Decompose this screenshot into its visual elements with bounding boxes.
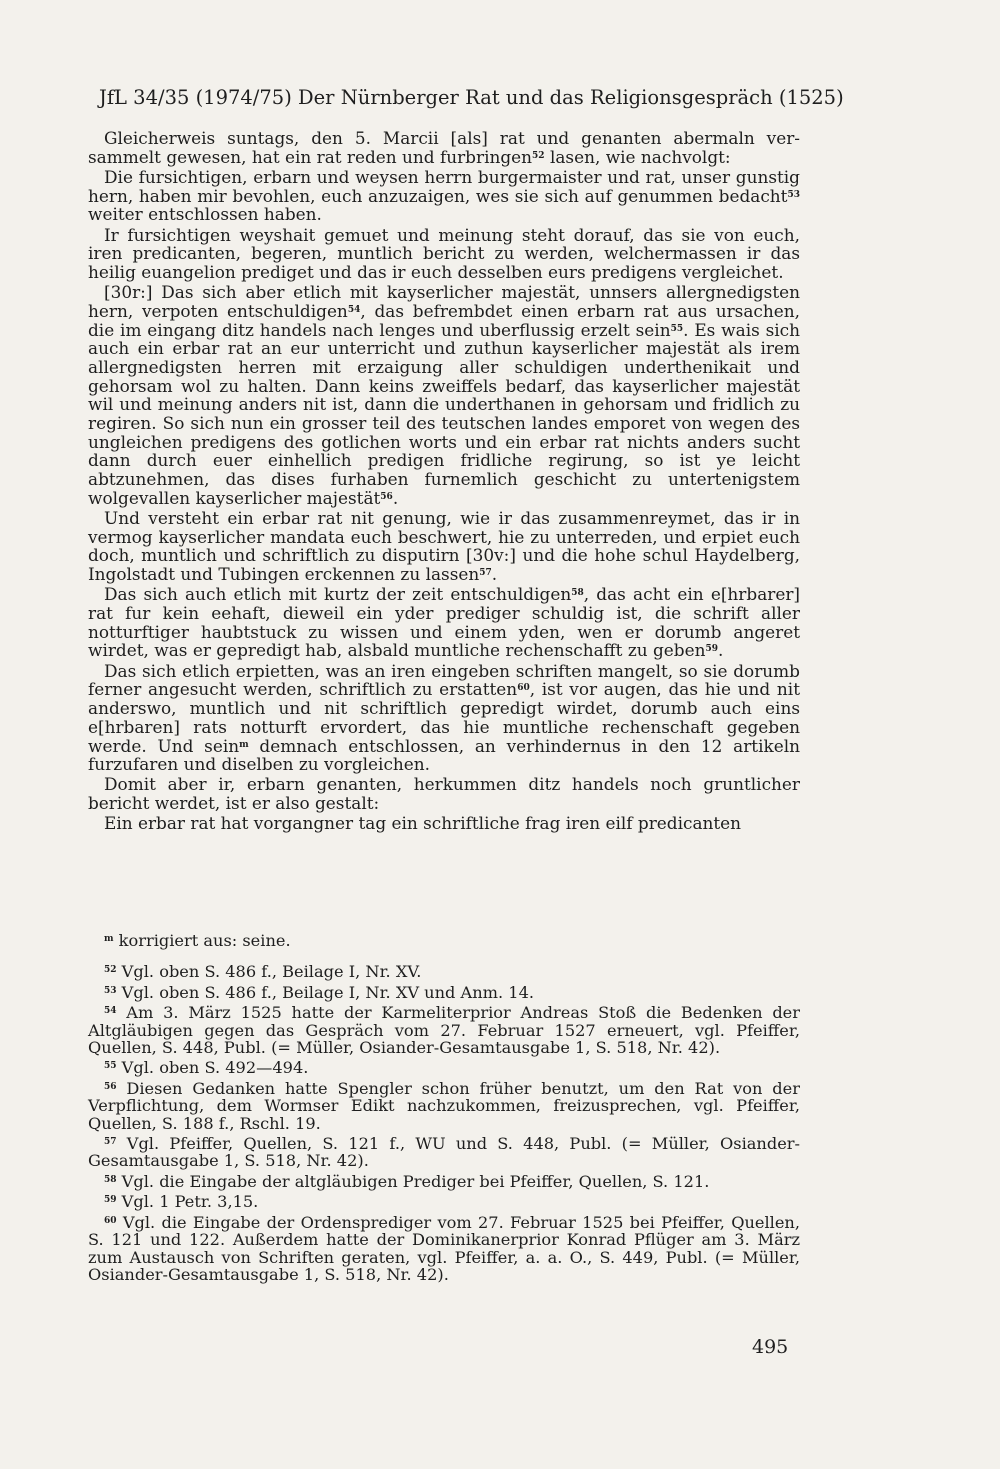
text-run: Ir fursichtigen weyshait gemuet und meinung steht dorauf, das sie von euch, iren predicanten, begeren, muntlich bericht zu werden, welchermassen ir das heilig euangelion prediget und das ir euch desselben eurs predigens vergleichet. bbox=[88, 224, 800, 282]
page-number: 495 bbox=[752, 1336, 789, 1358]
body-paragraph bbox=[88, 775, 800, 812]
footnote-marker: 55 bbox=[670, 323, 684, 334]
body-paragraph bbox=[88, 509, 800, 584]
footnote bbox=[88, 1173, 800, 1190]
footnote-marker: 59 bbox=[705, 644, 719, 655]
footnote-number: 53 bbox=[104, 985, 117, 996]
footnote-text: Vgl. 1 Petr. 3,15. bbox=[116, 1192, 259, 1212]
text-run: . Es wais sich auch ein erbar rat an eur unterricht und zuthun kayserlicher majestät als irem allergnedigsten herren mit erzaigung aller schuldigen underthenikait und gehorsam wol zu halten. Dann keins zweiffels bedarf, das kayserlicher majestät wil und meinung anders nit ist, dann die underthanen in gehorsam und fridlich zu regiren. So sich nun ein grosser teil des teutschen landes emporet von wegen des ungleichen predigens des gotlichen worts und ein erbar rat nichts anders sucht dann durch euer einhellich predigen fridliche regirung, so ist ye leicht abtzunehmen, das dises furhaben furnemlich geschicht zu untertenigstem wolgevallen kayserlicher majestät bbox=[88, 319, 801, 508]
footnote bbox=[88, 1004, 800, 1056]
body-paragraph bbox=[88, 226, 800, 282]
footnote-number: 52 bbox=[104, 965, 117, 976]
text-run: , ist vor augen, das hie und nit anderswo, muntlich und nit schriftlich gepredigt wirdet, dorumb auch eins e[hrbaren] rats notturft ervordert, das hie muntliche rechenschaft gegeben werde. Und sein bbox=[88, 679, 800, 756]
footnote-number: 60 bbox=[104, 1215, 117, 1226]
text-run: weiter entschlossen haben. bbox=[88, 204, 322, 225]
footnote-text: Am 3. März 1525 hatte der Karmeliterprior Andreas Stoß die Bedenken der Altgläubigen gegen das Gespräch vom 27. Februar 1527 erneuert, vgl. Pfeiffer, Quellen, S. 448, Publ. (= Müller, Osiander-Gesamtausgabe 1, S. 518, Nr. 42). bbox=[88, 1003, 800, 1058]
text-run: Das sich etlich erpietten, was an iren eingeben schriften mangelt, so sie dorumb ferner angesucht werden, schriftlich zu erstatten bbox=[88, 660, 800, 700]
running-head: JfL 34/35 (1974/75) Der Nürnberger Rat und das Religionsgespräch (1525) bbox=[99, 86, 844, 109]
footnote bbox=[88, 1080, 800, 1132]
body-paragraph bbox=[88, 168, 800, 224]
footnotes bbox=[88, 932, 800, 1286]
text-run: [30r:] Das sich aber etlich mit kayserlicher majestät, unnsers allergnedigsten hern, verpoten entschuldigen bbox=[88, 282, 800, 321]
body-paragraph bbox=[88, 662, 800, 774]
text-run: Die fursichtigen, erbarn und weysen herrn burgermaister und rat, unser gunstig hern, haben mir bevohlen, euch anzuzaigen, wes sie sich auf genummen bedacht bbox=[88, 166, 800, 206]
footnote bbox=[88, 984, 800, 1001]
text-run: Domit aber ir, erbarn genanten, herkummen ditz handels noch gruntlicher bericht werdet, ist er also gestalt: bbox=[88, 774, 800, 814]
footnote-text: Vgl. oben S. 486 f., Beilage I, Nr. XV und Anm. 14. bbox=[116, 982, 535, 1002]
text-run: . bbox=[491, 564, 498, 585]
text-run: Gleicherweis suntags, den 5. Marcii [als] rat und genanten abermaln versammelt gewesen, hat ein rat reden und furbringen bbox=[88, 128, 800, 167]
footnote bbox=[88, 1135, 800, 1170]
body-paragraph bbox=[88, 585, 800, 660]
footnote-marker: 52 bbox=[532, 150, 545, 161]
text-run: , das befrembdet einen erbarn rat aus ursachen, die im eingang ditz handels nach lenges und uberflussig erzelt sein bbox=[88, 300, 800, 340]
footnote bbox=[88, 1059, 800, 1076]
footnote-marker: 54 bbox=[347, 304, 361, 315]
text-run: , das acht ein e[hrbarer] rat fur kein eehaft, dieweil ein yder prediger schuldig ist, die schrift aller notturftiger haubtstuck zu wissen und einem yden, wen er dorumb angeret wirdet, was er gepredigt hab, alsbald muntliche rechenschafft zu geben bbox=[88, 584, 801, 661]
footnote bbox=[88, 1193, 800, 1210]
text-run: . bbox=[718, 640, 724, 661]
footnote-number: m bbox=[104, 934, 114, 944]
text-run: Und versteht ein erbar rat nit genung, wie ir das zusammenreymet, das ir in vermog kayserlicher mandata euch beschwert, hie zu unterreden, und erpiet euch doch, muntlich und schriftlich zu disputirn [30v:] und die hohe schul Haydelberg, Ingolstadt und Tubingen erckennen zu lassen bbox=[88, 508, 800, 585]
footnote-text: Vgl. Pfeiffer, Quellen, S. 121 f., WU und S. 448, Publ. (= Müller, Osiander-Gesamtausgabe 1, S. 518, Nr. 42). bbox=[88, 1134, 800, 1171]
footnote-marker: 53 bbox=[787, 189, 800, 200]
text-run: lasen, wie nachvolgt: bbox=[544, 146, 731, 167]
footnote-marker: m bbox=[239, 739, 249, 750]
footnote-marker: 56 bbox=[380, 491, 393, 502]
footnote-number: 56 bbox=[104, 1081, 117, 1092]
footnote-text: Diesen Gedanken hatte Spengler schon früher benutzt, um den Rat von der Verpflichtung, dem Wormser Edikt nachzukommen, freizusprechen, vgl. Pfeiffer, Quellen, S. 188 f., Rschl. 19. bbox=[88, 1078, 800, 1133]
footnote-marker: 60 bbox=[517, 683, 530, 694]
footnote-marker: 58 bbox=[571, 588, 584, 599]
text-run: Das sich auch etlich mit kurtz der zeit entschuldigen bbox=[104, 584, 572, 605]
footnote-text: korrigiert aus: seine. bbox=[113, 931, 291, 950]
footnote-text: Vgl. die Eingabe der Ordensprediger vom 27. Februar 1525 bei Pfeiffer, Quellen, S. 121 und 122. Außerdem hatte der Dominikanerprior Konrad Pflüger am 3. März zum Austausch von Schriften geraten, vgl. Pfeiffer, a. a. O., S. 449, Publ. (= Müller, Osiander-Gesamtausgabe 1, S. 518, Nr. 42). bbox=[88, 1212, 800, 1284]
footnote-text: Vgl. die Eingabe der altgläubigen Prediger bei Pfeiffer, Quellen, S. 121. bbox=[116, 1171, 710, 1191]
footnote bbox=[88, 932, 800, 949]
body-paragraph bbox=[88, 814, 800, 833]
footnote-number: 55 bbox=[104, 1061, 117, 1072]
footnote bbox=[88, 1214, 800, 1284]
text-run: . bbox=[392, 487, 399, 508]
footnote-text: Vgl. oben S. 486 f., Beilage I, Nr. XV. bbox=[116, 962, 422, 982]
body-paragraph bbox=[88, 283, 800, 507]
footnote-number: 54 bbox=[104, 1006, 117, 1017]
text-run: Ein erbar rat hat vorgangner tag ein schriftliche frag iren eilf predicanten bbox=[104, 813, 742, 834]
text-run: demnach entschlossen, an verhindernus in den 12 artikeln furzufaren und diselben zu vorgleichen. bbox=[88, 735, 800, 775]
footnote bbox=[88, 963, 800, 980]
footnote-number: 59 bbox=[104, 1195, 117, 1206]
footnote-text: Vgl. oben S. 492—494. bbox=[116, 1058, 309, 1078]
body-paragraph bbox=[88, 129, 800, 166]
footnote-marker: 57 bbox=[479, 568, 492, 579]
body-text bbox=[88, 129, 800, 835]
footnote-number: 58 bbox=[104, 1174, 117, 1185]
footnote-number: 57 bbox=[104, 1137, 117, 1148]
